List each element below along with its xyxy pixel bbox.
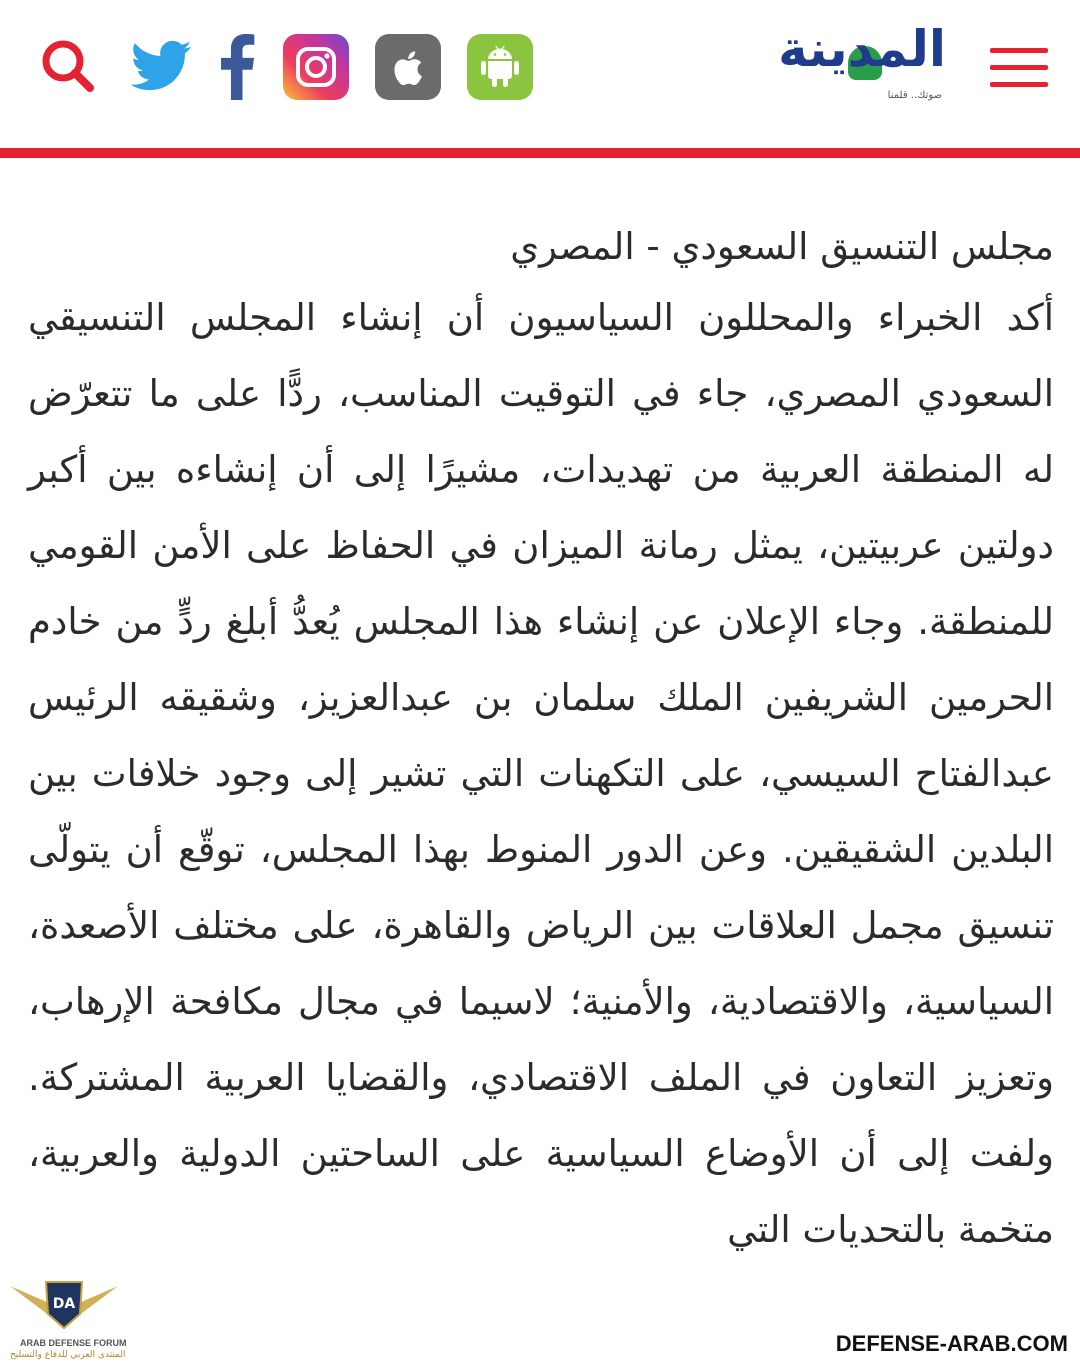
header-divider [0,148,1080,158]
site-logo[interactable] [778,18,946,102]
logo-tagline: صوتك.. قلمنا [887,90,942,101]
watermark-caption-en: ARAB DEFENSE FORUM [20,1338,127,1348]
watermark-badge-letters: DA [52,1296,76,1312]
logo-text: المدينة [778,20,946,78]
twitter-icon[interactable] [128,34,194,100]
instagram-icon[interactable] [283,34,349,100]
article-content [28,214,1054,1268]
android-icon[interactable] [467,34,533,100]
article-title: مجلس التنسيق السعودي - المصري [510,225,1054,268]
watermark-site: DEFENSE-ARAB.COM [832,1331,1072,1357]
search-icon[interactable] [38,36,98,96]
apple-icon[interactable] [375,34,441,100]
app-header [0,0,1080,148]
article-body: أكد الخبراء والمحللون السياسيون أن إنشاء المجلس التنسيقي السعودي المصري، جاء في التوقيت المناسب، ردًّا على ما تتعرّض له المنطقة العربية من تهديدات، مشيرًا إلى أن إنشاءه بين أكبر دولتين عربيتين، يمثل رمانة الميزان في الحفاظ على الأمن القومي للمنطقة. وجاء الإعلان عن إنشاء هذا المجلس يُعدُّ أبلغ ردٍّ من خادم الحرمين الشريفين الملك سلمان بن عبدالعزيز، وشقيقه الرئيس عبدالفتاح السيسي، على التكهنات التي تشير إلى وجود خلافات بين البلدين الشقيقين. وعن الدور المنوط بهذا المجلس، توقّع أن يتولّى تنسيق مجمل العلاقات بين الرياض والقاهرة، على مختلف الأصعدة، السياسية، والاقتصادية، والأمنية؛ لاسيما في مجال مكافحة الإرهاب، وتعزيز التعاون في الملف الاقتصادي، والقضايا العربية المشتركة. ولفت إلى أن الأوضاع السياسية على الساحتين الدولية والعربية، متخمة بالتحديات التي [28,296,1054,1251]
watermark-caption-ar: المنتدى العربي للدفاع والتسليح [10,1350,126,1360]
hamburger-menu-icon[interactable] [990,48,1048,88]
facebook-icon[interactable] [214,34,260,100]
